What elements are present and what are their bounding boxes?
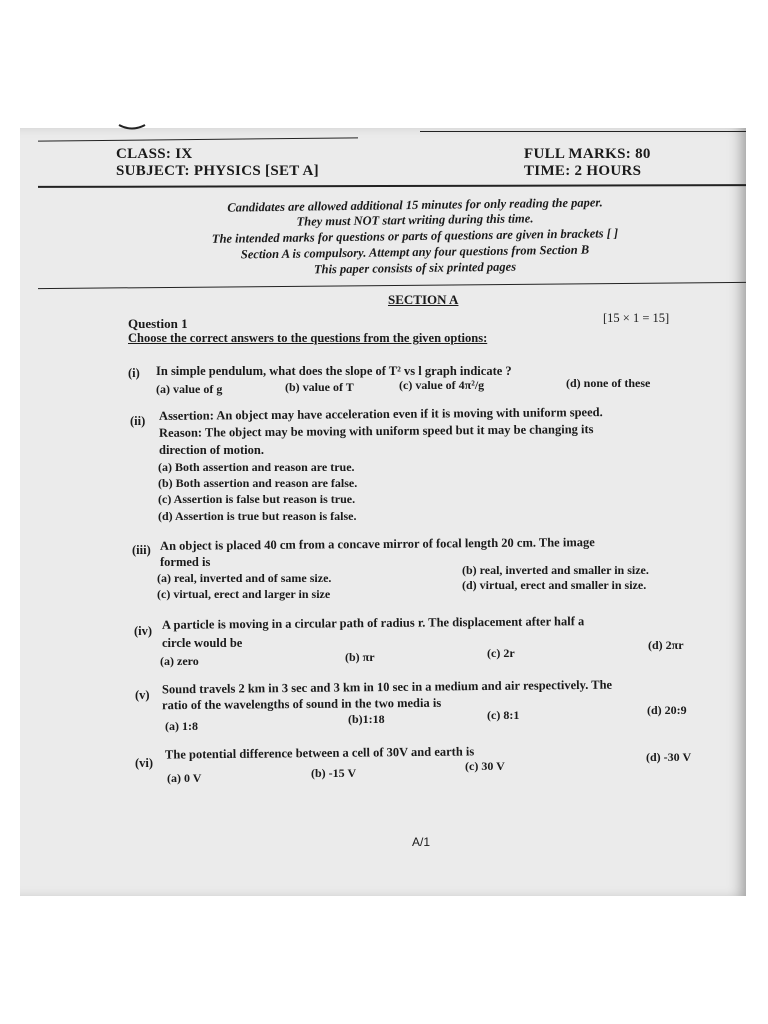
section-title: SECTION A [388,292,459,307]
option-d: (d) 2πr [648,638,684,652]
question-number: (v) [135,688,150,702]
option-b: (b) real, inverted and smaller in size. [462,563,649,577]
question-instruction: Choose the correct answers to the questions from the given options: [128,331,488,345]
instruction-line: This paper consists of six printed pages [313,259,517,277]
option-c: (c) 2r [487,646,515,660]
option-c: (c) 30 V [465,759,505,773]
option-a: (a) 1:8 [165,719,198,733]
option-a: (a) zero [160,654,199,668]
question-marks: [15 × 1 = 15] [603,311,670,325]
option-b: (b) πr [345,650,375,664]
question-text: Sound travels 2 km in 3 sec and 3 km in 10 sec in a medium and air respectively. The [161,677,613,697]
question-title: Question 1 [128,316,188,331]
option-b: (b) -15 V [311,766,357,780]
option-c: (c) 8:1 [487,708,520,722]
option-d: (d) none of these [566,376,651,390]
option-c: (c) Assertion is false but reason is true. [158,492,356,506]
instruction-line: Candidates are allowed additional 15 minutes for only reading the paper. [227,195,603,215]
instruction-line: The intended marks for questions or parts of questions are given in brackets [ ] [211,226,619,246]
brace-mark [118,124,146,130]
time-label: TIME: 2 HOURS [524,163,642,179]
question-text: The potential difference between a cell of 30V and earth is [164,744,475,762]
option-b: (b) value of T [285,380,354,394]
subject-label: SUBJECT: PHYSICS [SET A] [116,163,319,179]
option-a: (a) real, inverted and of same size. [157,571,332,585]
question-text: ratio of the wavelengths of sound in the two media is [161,695,442,713]
option-d: (d) virtual, erect and smaller in size. [462,578,647,592]
option-a: (a) value of g [156,382,223,396]
option-a: (a) 0 V [167,771,202,785]
question-number: (iv) [134,624,153,638]
question-text: Assertion: An object may have acceleration even if it is moving with uniform speed. [158,405,603,423]
option-a: (a) Both assertion and reason are true. [158,460,355,474]
option-d: (d) -30 V [646,750,692,764]
question-text: In simple pendulum, what does the slope of T² vs l graph indicate ? [156,364,512,378]
question-number: (i) [128,366,140,380]
header-top-rule-right [420,131,746,132]
option-d: (d) Assertion is true but reason is false. [158,509,357,523]
option-b: (b) Both assertion and reason are false. [158,476,358,490]
option-b: (b)1:18 [348,712,385,726]
question-text: A particle is moving in a circular path of radius r. The displacement after half a [161,614,585,632]
question-text: direction of motion. [159,443,264,457]
full-marks-label: FULL MARKS: 80 [524,146,651,162]
question-text: formed is [160,555,211,569]
instruction-line: They must NOT start writing during this time. [296,211,534,229]
question-number: (vi) [135,756,154,770]
option-d: (d) 20:9 [647,703,687,717]
class-label: CLASS: IX [116,146,193,162]
question-number: (iii) [132,543,151,557]
instruction-line: Section A is compulsory. Attempt any four questions from Section B [240,242,590,262]
question-text: Reason: The object may be moving with uniform speed but it may be changing its [158,422,594,440]
question-text: An object is placed 40 cm from a concave mirror of focal length 20 cm. The image [159,535,595,553]
question-number: (ii) [130,414,146,428]
page-footer: A/1 [412,835,431,849]
option-c: (c) value of 4π²/g [399,378,485,392]
option-c: (c) virtual, erect and larger in size [157,587,331,601]
question-text: circle would be [162,636,243,650]
